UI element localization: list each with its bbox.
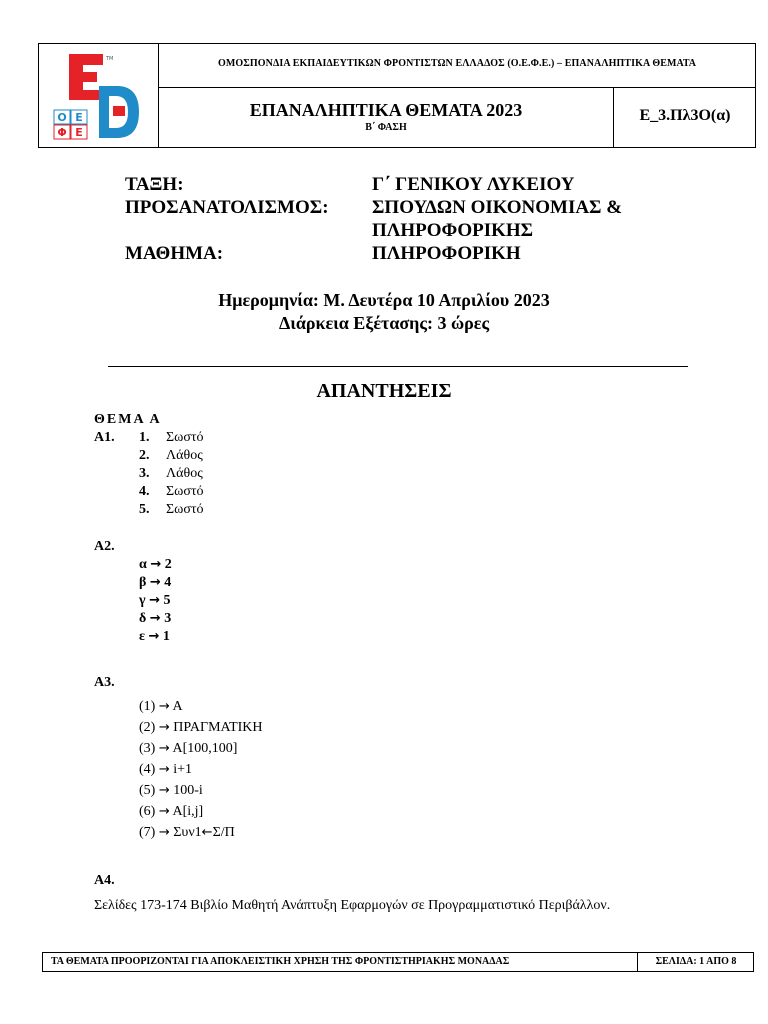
header-divider xyxy=(158,87,756,88)
a2-right: 5 xyxy=(163,593,171,608)
a3-left: (7) xyxy=(139,825,156,840)
logo-letter: Ε xyxy=(75,111,83,124)
a3-left: (4) xyxy=(139,762,156,777)
a2-left: ε xyxy=(139,629,145,644)
a3-right: ΠΡΑΓΜΑΤΙΚΗ xyxy=(173,720,263,735)
a3-fill-row xyxy=(139,825,235,841)
a3-right: Α xyxy=(172,699,183,714)
arrow-right-icon: → xyxy=(149,611,161,626)
subject-value: ΠΛΗΡΟΦΟΡΙΚΗ xyxy=(372,243,521,264)
arrow-right-icon: → xyxy=(158,720,170,735)
a3-fill-row xyxy=(139,762,192,778)
a2-right: 1 xyxy=(162,629,170,644)
organization-name: ΟΜΟΣΠΟΝΔΙΑ ΕΚΠΑΙΔΕΥΤΙΚΩΝ ΦΡΟΝΤΙΣΤΩΝ ΕΛΛΑΔΟΣ (Ο.Ε.Φ.Ε.) – ΕΠΑΝΑΛΗΠΤΙΚΑ ΘΕΜΑΤΑ xyxy=(217,58,697,69)
arrow-right-icon: → xyxy=(158,783,170,798)
a3-right-extra: Σ/Π xyxy=(212,825,235,840)
a2-match-row xyxy=(139,611,171,627)
a3-right: Συν1 xyxy=(173,825,202,840)
logo-letter: Ο xyxy=(57,111,67,124)
a3-left: (5) xyxy=(139,783,156,798)
a3-fill-row xyxy=(139,783,203,799)
answers-title: ΑΠΑΝΤΗΣΕΙΣ xyxy=(316,380,452,402)
a1-item-answer: Λάθος xyxy=(166,448,203,463)
a1-item-number: 1. xyxy=(139,430,150,445)
logo-letter: Φ xyxy=(57,126,67,139)
class-label: ΤΑΞΗ: xyxy=(125,174,184,195)
arrow-right-icon: → xyxy=(158,741,170,756)
a2-right: 3 xyxy=(164,611,172,626)
a1-item-number: 2. xyxy=(139,448,150,463)
a2-match-row xyxy=(139,557,172,573)
logo-letter: Ε xyxy=(75,126,83,139)
a3-left: (3) xyxy=(139,741,156,756)
a2-match-row xyxy=(139,575,171,591)
a1-item-number: 3. xyxy=(139,466,150,481)
arrow-right-icon: → xyxy=(149,593,160,608)
page-number: ΣΕΛΙΔΑ: 1 ΑΠΟ 8 xyxy=(655,956,737,967)
subject-label: ΜΑΘΗΜΑ: xyxy=(125,243,224,264)
a2-left: γ xyxy=(139,593,146,608)
oefe-logo xyxy=(51,48,146,144)
a3-left: (1) xyxy=(139,699,156,714)
a3-right: A[i,j] xyxy=(172,804,204,819)
a3-fill-row xyxy=(139,741,237,757)
question-a3-label: Α3. xyxy=(94,675,115,690)
a2-left: β xyxy=(139,575,147,590)
exam-date: Ημερομηνία: Μ. Δευτέρα 10 Απριλίου 2023 xyxy=(218,290,550,310)
arrow-right-icon: → xyxy=(148,629,160,644)
a2-right: 4 xyxy=(164,575,172,590)
question-a4-label: Α4. xyxy=(94,873,115,888)
a2-right: 2 xyxy=(164,557,172,572)
question-a1-label: Α1. xyxy=(94,430,115,445)
a1-item-answer: Λάθος xyxy=(166,466,203,481)
arrow-right-icon: → xyxy=(158,699,170,714)
a1-item-answer: Σωστό xyxy=(166,484,204,499)
page-footer xyxy=(42,952,754,972)
exam-title: ΕΠΑΝΑΛΗΠΤΙΚΑ ΘΕΜΑΤΑ 2023 xyxy=(249,100,523,120)
footer-notice: ΤΑ ΘΕΜΑΤΑ ΠΡΟΟΡΙΖΟΝΤΑΙ ΓΙΑ ΑΠΟΚΛΕΙΣΤΙΚΗ ΧΡΗΣΗ ΤΗΣ ΦΡΟΝΤΙΣΤΗΡΙΑΚΗΣ ΜΟΝΑΔΑΣ xyxy=(51,956,510,967)
a1-item-number: 5. xyxy=(139,502,150,517)
arrow-right-icon: → xyxy=(158,762,170,777)
separator-line xyxy=(108,366,688,367)
a3-fill-row xyxy=(139,720,263,736)
arrow-left-icon: ← xyxy=(201,825,213,840)
a1-item-number: 4. xyxy=(139,484,150,499)
section-a-heading: ΘΕΜΑ Α xyxy=(94,412,162,427)
arrow-right-icon: → xyxy=(149,575,161,590)
page-header xyxy=(38,43,756,148)
arrow-right-icon: → xyxy=(158,804,170,819)
orientation-label: ΠΡΟΣΑΝΑΤΟΛΙΣΜΟΣ: xyxy=(125,197,329,218)
class-value: Γ΄ ΓΕΝΙΚΟΥ ΛΥΚΕΙΟΥ xyxy=(372,174,575,195)
a3-left: (2) xyxy=(139,720,156,735)
a3-right: 100-i xyxy=(173,783,203,798)
arrow-right-icon: → xyxy=(158,825,170,840)
a2-match-row xyxy=(139,593,170,609)
exam-duration: Διάρκεια Εξέτασης: 3 ώρες xyxy=(278,313,490,333)
a2-left: δ xyxy=(139,611,147,626)
orientation-value-cont: ΠΛΗΡΟΦΟΡΙΚΗΣ xyxy=(372,220,534,241)
exam-phase: Β΄ ΦΑΣΗ xyxy=(365,122,407,133)
a3-right: Α[100,100] xyxy=(172,741,238,756)
a3-right: i+1 xyxy=(173,762,193,777)
question-a2-label: Α2. xyxy=(94,539,115,554)
exam-code: Ε_3.Πλ3Ο(α) xyxy=(639,107,731,124)
a3-fill-row xyxy=(139,804,203,820)
orientation-value: ΣΠΟΥΔΩΝ ΟΙΚΟΝΟΜΙΑΣ & xyxy=(372,197,623,218)
a2-left: α xyxy=(139,557,147,572)
a2-match-row xyxy=(139,629,170,645)
logo-tm: TM xyxy=(106,56,114,62)
a3-fill-row xyxy=(139,699,183,715)
a3-left: (6) xyxy=(139,804,156,819)
a1-item-answer: Σωστό xyxy=(166,502,204,517)
a4-answer-text: Σελίδες 173-174 Βιβλίο Μαθητή Ανάπτυξη Εφαρμογών σε Προγραμματιστικό Περιβάλλον. xyxy=(94,898,611,913)
arrow-right-icon: → xyxy=(150,557,162,572)
a1-item-answer: Σωστό xyxy=(166,430,204,445)
